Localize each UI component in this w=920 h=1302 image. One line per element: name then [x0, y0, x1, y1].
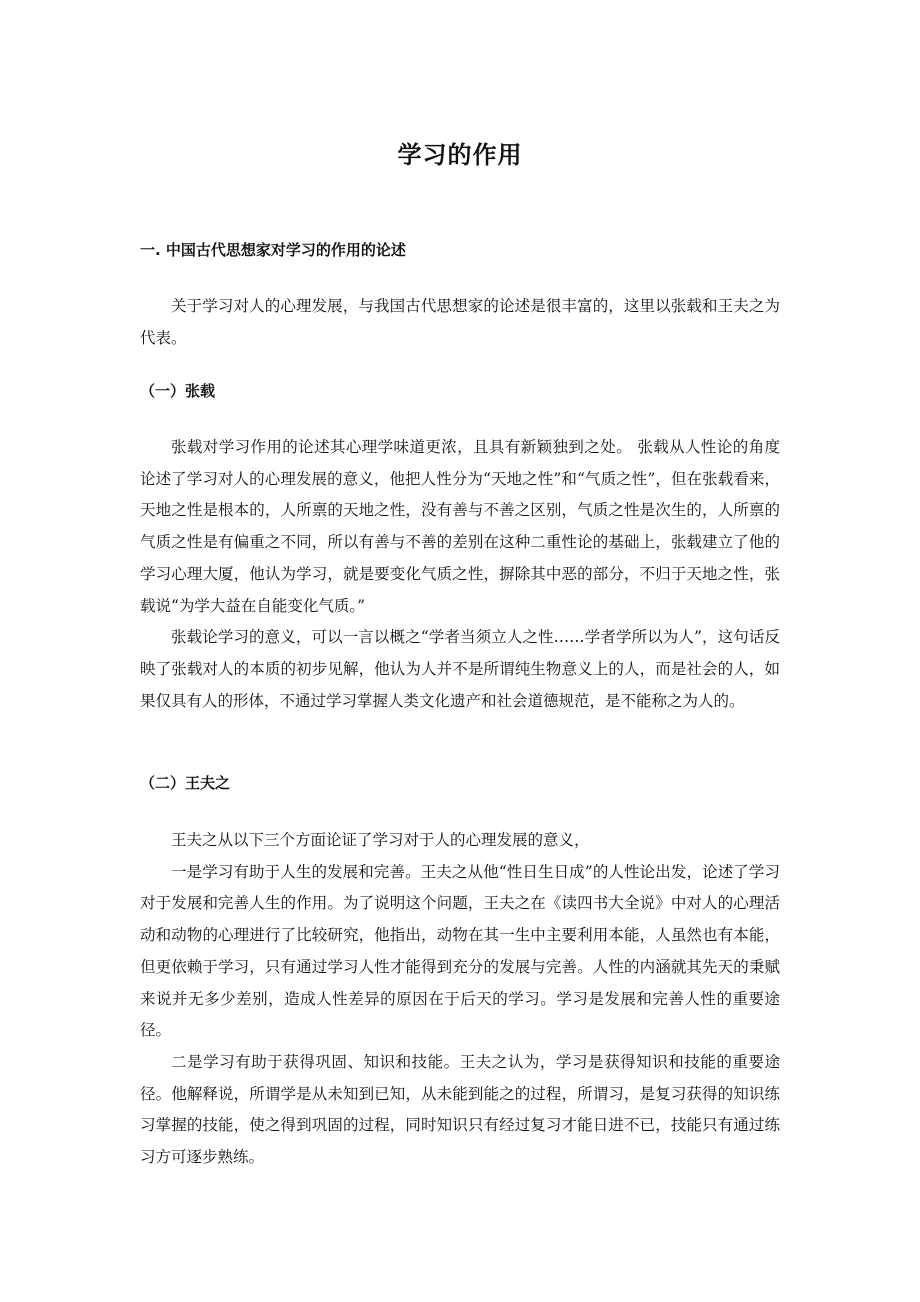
zhangzai-paragraphs — [140, 432, 780, 717]
section1-intro-block — [140, 291, 780, 354]
section1-intro-paragraph: 关于学习对人的心理发展，与我国古代思想家的论述是很丰富的，这里以张载和王夫之为代表。 — [140, 297, 780, 347]
document-title: 学习的作用 — [397, 141, 523, 169]
zhangzai-paragraph-1: 张载对学习作用的论述其心理学味道更浓，且具有新颖独到之处。 张载从人性论的角度论述了学习对人的心理发展的意义，他把人性分为“天地之性”和“气质之性”，但在张载看来，天地之性是根本的，人所禀的天地之性，没有善与不善之区别，气质之性是次生的，人所禀的气质之性是有偏重之不同，所以有善与不善的差别在这种二重性论的基础上，张载建立了他的学习心理大厦，他认为学习，就是要变化气质之性，摒除其中恶的部分，不归于天地之性，张载说“为学大益在自能变化气质。” — [140, 438, 780, 615]
zhangzai-paragraph-2: 张载论学习的意义，可以一言以概之“学者当须立人之性……学者学所以为人”，这句话反映了张载对人的本质的初步见解，他认为人并不是所谓纯生物意义上的人，而是社会的人，如果仅具有人的形体，不通过学习掌握人类文化遗产和社会道德规范，是不能称之为人的。 — [140, 628, 780, 710]
wangfuzhi-paragraphs — [140, 825, 780, 1174]
section-heading-1: 一. 中国古代思想家对学习的作用的论述 — [140, 241, 406, 259]
wangfuzhi-paragraph-2: 一是学习有助于人生的发展和完善。王夫之从他“性日生日成”的人性论出发，论述了学习对于发展和完善人生的作用。为了说明这个问题，王夫之在《读四书大全说》中对人的心理活动和动物的心理进行了比较研究，他指出，动物在其一生中主要利用本能，人虽然也有本能，但更依赖于学习，只有通过学习人性才能得到充分的发展与完善。人性的内涵就其先天的秉赋来说并无多少差别，造成人性差异的原因在于后天的学习。学习是发展和完善人性的重要途径。 — [140, 862, 780, 1040]
subsection-heading-wangfuzhi: （二）王夫之 — [140, 774, 231, 792]
subsection-heading-zhangzai: （一）张载 — [140, 382, 216, 400]
wangfuzhi-paragraph-1: 王夫之从以下三个方面论证了学习对于人的心理发展的意义， — [171, 831, 590, 849]
wangfuzhi-paragraph-3: 二是学习有助于获得巩固、知识和技能。王夫之认为，学习是获得知识和技能的重要途径。他解释说，所谓学是从未知到已知，从未能到能之的过程，所谓习，是复习获得的知识练习掌握的技能，使之得到巩固的过程，同时知识只有经过复习才能日进不已，技能只有通过练习方可逐步熟练。 — [140, 1052, 780, 1167]
